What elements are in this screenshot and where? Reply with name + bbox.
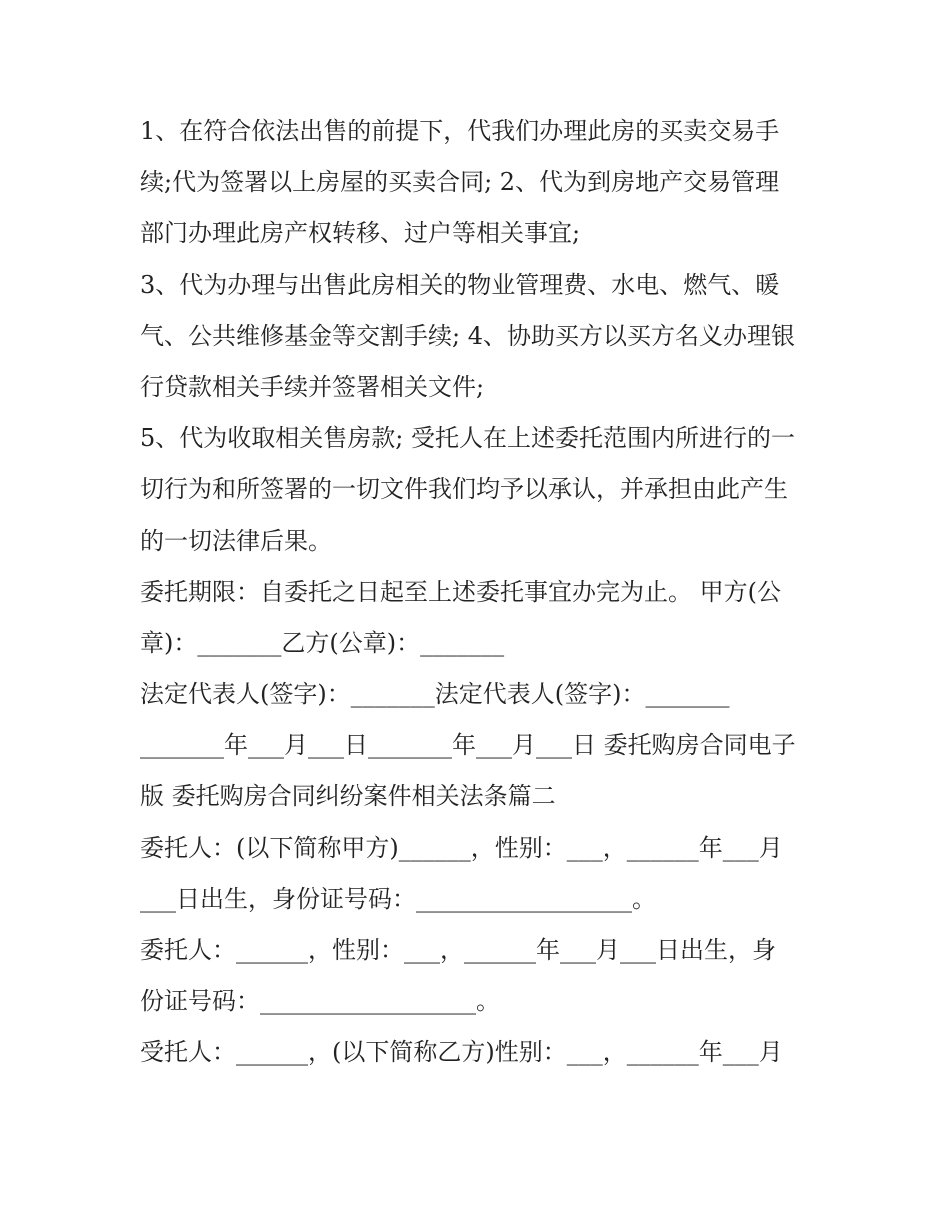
text-line-7: 5、代为收取相关售房款; 受托人在上述委托范围内所进行的一 bbox=[140, 424, 795, 453]
text-line-5: 气、公共维修基金等交割手续; 4、协助买方以买方名义办理银 bbox=[140, 321, 795, 350]
text-line-15: 委托人：(以下简称甲方)______，性别：___，______年___月 bbox=[140, 833, 783, 862]
text-line-6: 行贷款相关手续并签署相关文件; bbox=[140, 372, 485, 401]
text-line-11: 章)：_______乙方(公章)：_______ bbox=[140, 628, 505, 657]
text-line-3: 部门办理此房产权转移、过户等相关事宜; bbox=[140, 219, 581, 248]
text-line-9: 的一切法律后果。 bbox=[140, 526, 332, 555]
text-line-13: _______年___月___日_______年___月___日 委托购房合同电子 bbox=[140, 731, 796, 760]
text-line-10: 委托期限：自委托之日起至上述委托事宜办完为止。 甲方(公 bbox=[140, 577, 781, 606]
text-line-2: 续;代为签署以上房屋的买卖合同; 2、代为到房地产交易管理 bbox=[140, 168, 780, 197]
document-body bbox=[140, 106, 820, 1079]
text-line-14: 版 委托购房合同纠纷案件相关法条篇二 bbox=[140, 782, 556, 811]
text-line-8: 切行为和所签署的一切文件我们均予以承认，并承担由此产生 bbox=[140, 475, 788, 504]
text-line-18: 份证号码：__________________。 bbox=[140, 987, 500, 1016]
text-line-4: 3、代为办理与出售此房相关的物业管理费、水电、燃气、暖 bbox=[140, 270, 780, 299]
text-line-17: 委托人：______，性别：___，______年___月___日出生，身 bbox=[140, 936, 776, 964]
text-line-1: 1、在符合依法出售的前提下，代我们办理此房的买卖交易手 bbox=[140, 117, 780, 145]
text-line-19: 受托人：______，(以下简称乙方)性别：___，______年___月 bbox=[140, 1038, 783, 1067]
text-line-12: 法定代表人(签字)：_______法定代表人(签字)：_______ bbox=[140, 680, 730, 709]
text-line-16: ___日出生，身份证号码：__________________。 bbox=[140, 884, 656, 913]
